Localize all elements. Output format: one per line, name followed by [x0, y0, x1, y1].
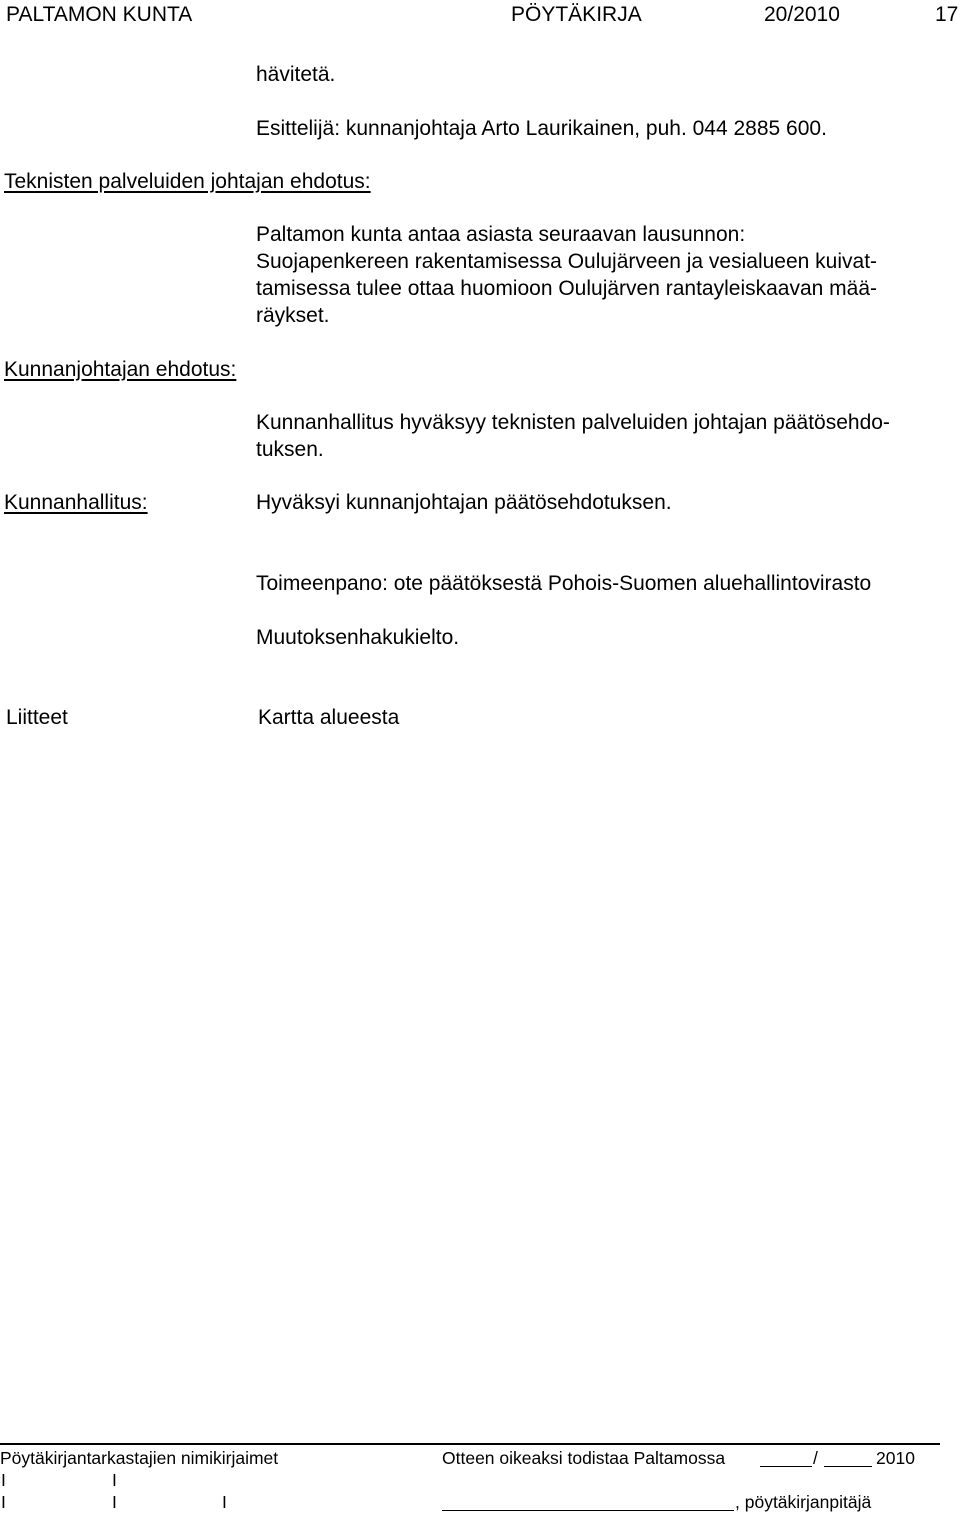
text-line: räykset.: [256, 304, 330, 327]
label-liitteet: Liitteet: [6, 706, 68, 729]
kunnanhallitus-decision: Hyväksyi kunnanjohtajan päätösehdotuksen.: [256, 491, 672, 514]
initials-separator: I: [112, 1492, 117, 1512]
footer-year: 2010: [876, 1448, 915, 1468]
text-line: tamisessa tulee ottaa huomioon Oulujärven rantayleiskaavan mää-: [256, 277, 878, 300]
footer-secretary-label: , pöytäkirjanpitäjä: [735, 1492, 872, 1512]
footer-rule: [0, 1443, 940, 1445]
header-page-number: 17: [935, 3, 959, 26]
label-tekninen-ehdotus: Teknisten palveluiden johtajan ehdotus:: [4, 170, 371, 193]
label-kunnanjohtaja-ehdotus: Kunnanjohtajan ehdotus:: [4, 358, 237, 381]
initials-separator: I: [1, 1470, 6, 1490]
signature-line: [442, 1510, 734, 1511]
footer-date-slash: /: [813, 1448, 818, 1468]
initials-separator: I: [112, 1470, 117, 1490]
tekninen-ehdotus-text: [256, 221, 956, 329]
header-doc-type: PÖYTÄKIRJA: [511, 3, 642, 26]
text-muutoksenhaku: Muutoksenhakukielto.: [256, 626, 460, 649]
text-line: Suojapenkereen rakentamisessa Oulujärveen ja vesialueen kuivat-: [256, 250, 878, 273]
text-line: tuksen.: [256, 438, 324, 461]
footer-certify-label: Otteen oikeaksi todistaa Paltamossa: [442, 1448, 726, 1468]
label-kunnanhallitus: Kunnanhallitus:: [4, 491, 148, 514]
text-esittelija: Esittelijä: kunnanjohtaja Arto Laurikainen, puh. 044 2885 600.: [256, 117, 827, 140]
header-org: PALTAMON KUNTA: [6, 3, 193, 26]
text-line: Kunnanhallitus hyväksyy teknisten palveluiden johtajan päätösehdo-: [256, 411, 890, 434]
initials-separator: I: [1, 1492, 6, 1512]
footer-initials-label: Pöytäkirjantarkastajien nimikirjaimet: [0, 1448, 279, 1468]
text-line: Paltamon kunta antaa asiasta seuraavan lausunnon:: [256, 223, 746, 246]
text-havitetta: hävitetä.: [256, 63, 336, 86]
header-doc-number: 20/2010: [764, 3, 840, 26]
initials-separator: I: [222, 1492, 227, 1512]
date-day-line: [760, 1466, 812, 1467]
text-toimeenpano: Toimeenpano: ote päätöksestä Pohois-Suomen aluehallintovirasto: [256, 572, 872, 595]
kunnanjohtaja-ehdotus-text: [256, 409, 956, 463]
liitteet-item: Kartta alueesta: [258, 706, 400, 729]
date-month-line: [824, 1466, 872, 1467]
